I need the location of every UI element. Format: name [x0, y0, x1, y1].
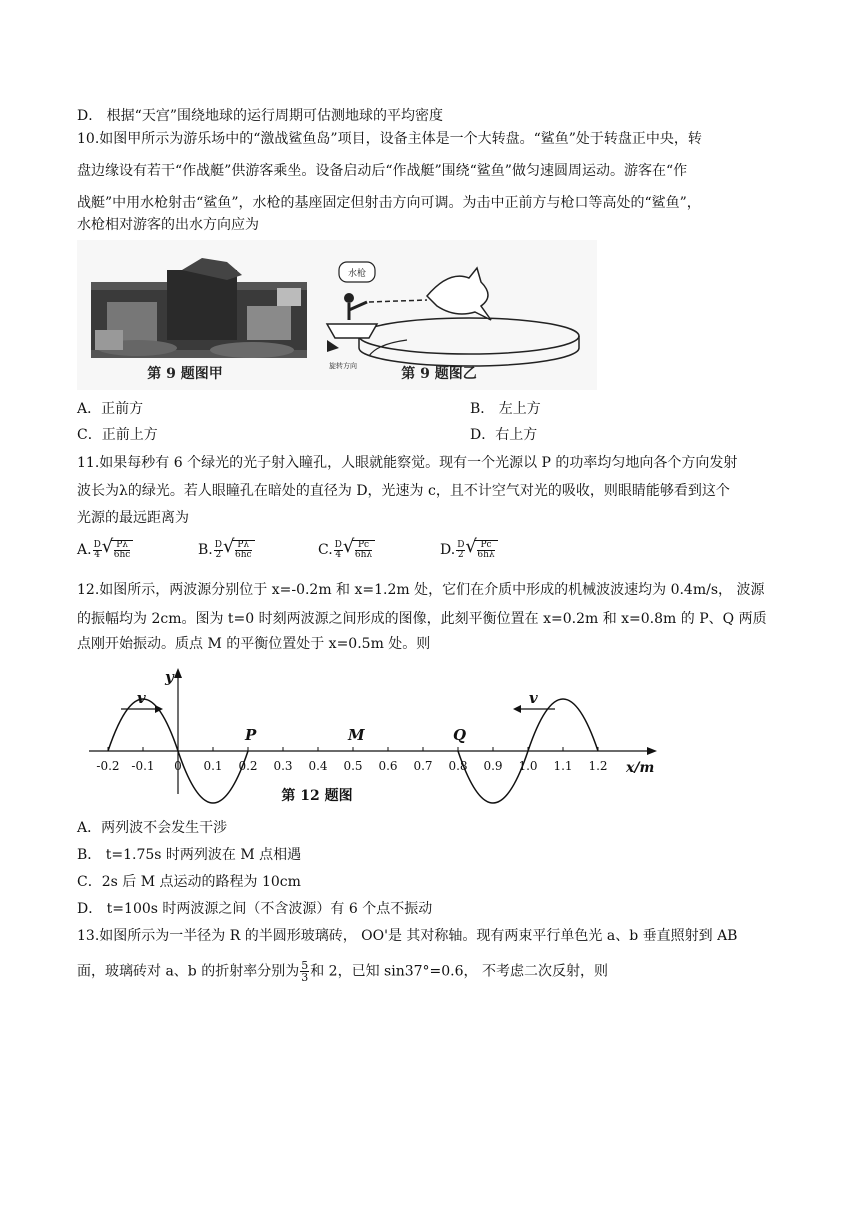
x-tick-label: 1.2 — [588, 759, 608, 773]
q10-line-4: 水枪相对游客的出水方向应为 — [77, 217, 259, 233]
x-tick-label: 1.0 — [518, 759, 538, 773]
q10-option-c: C．正前上方 — [77, 427, 158, 443]
q12-line-2: 的振幅均为 2cm。图为 t=0 时刻两波源之间形成的图像，此刻平衡位置在 x=0.2m 和 x=0.8m 的 P、Q 两质 — [77, 611, 767, 627]
q11-option-c: C. $\frac{D}{4}$ √ $\frac{Pc}{6h\lambda}$ — [318, 540, 375, 560]
q11-line-2: 波长为λ的绿光。若人眼瞳孔在暗处的直径为 D，光速为 c，且不计空气对光的吸收，则眼睛能够看到这个 — [77, 483, 730, 499]
left-velocity-label: v — [137, 689, 146, 707]
q10-fig-b-caption: 第 9 题图乙 — [401, 366, 477, 382]
x-tick-label: -0.2 — [96, 759, 120, 773]
q11-option-a: A. $\frac{D}{4}$ √ $\frac{P\lambda}{6hc}$ — [77, 540, 133, 560]
x-tick-label: 0.3 — [273, 759, 293, 773]
q9-option-d: D． 根据“天宫”围绕地球的运行周期可估测地球的平均密度 — [77, 108, 443, 124]
q10-line-1: 10.如图甲所示为游乐场中的“激战鲨鱼岛”项目，设备主体是一个大转盘。“鲨鱼”处于转盘正中央，转 — [77, 131, 702, 147]
x-tick-label: 0.6 — [378, 759, 398, 773]
q10-fig-b-rotation-label: 旋转方向 — [329, 362, 357, 370]
q12-option-a: A．两列波不会发生干涉 — [77, 820, 228, 836]
q12-figure-caption: 第 12 题图 — [281, 788, 353, 804]
point-q-label: Q — [453, 726, 467, 744]
x-tick-label: 0.1 — [203, 759, 223, 773]
y-axis-arrow — [174, 668, 182, 678]
q10-figure-svg — [77, 240, 597, 390]
q13-line-1: 13.如图所示为一半径为 R 的半圆形玻璃砖， OO'是 其对称轴。现有两束平行单色光 a、b 垂直照射到 AB — [77, 928, 738, 944]
y-axis-label: y — [165, 668, 174, 686]
q10-figure — [77, 240, 597, 390]
q10-line-3: 战艇”中用水枪射击“鲨鱼”，水枪的基座固定但射击方向可调。为击中正前方与枪口等高处的“鲨鱼”， — [77, 195, 701, 211]
q11-line-3: 光源的最远距离为 — [77, 510, 189, 526]
x-tick-label: 0.2 — [238, 759, 258, 773]
q13-line-2: 面，玻璃砖对 a、b 的折射率分别为 $\frac{5}{3}$ 和 2，已知 sin37°=0.6， 不考虑二次反射，则 — [77, 959, 608, 984]
x-tick-label: 0.5 — [343, 759, 363, 773]
q10-fig-a-caption: 第 9 题图甲 — [147, 366, 223, 382]
q10-option-d: D．右上方 — [470, 427, 538, 443]
point-m-label: M — [348, 726, 365, 744]
q12-option-d: D． t=100s 时两波源之间（不含波源）有 6 个点不振动 — [77, 901, 433, 917]
q11-option-d: D. $\frac{D}{2}$ √ $\frac{Pc}{6h\lambda}$ — [440, 540, 498, 560]
q12-option-c: C．2s 后 M 点运动的路程为 10cm — [77, 874, 301, 890]
x-tick-label: -0.1 — [131, 759, 155, 773]
q12-line-1: 12.如图所示，两波源分别位于 x=-0.2m 和 x=1.2m 处，它们在介质中形成的机械波波速均为 0.4m/s， 波源 — [77, 582, 765, 598]
q12-line-3: 点刚开始振动。质点 M 的平衡位置处于 x=0.5m 处。则 — [77, 636, 431, 652]
q10-line-2: 盘边缘设有若干“作战艇”供游客乘坐。设备启动后“作战艇”围绕“鲨鱼”做匀速圆周运动。游客在“作 — [77, 163, 688, 179]
q10-option-a: A．正前方 — [77, 401, 144, 417]
x-tick-label: 0 — [174, 759, 182, 773]
x-tick-label: 0.8 — [448, 759, 468, 773]
point-p-label: P — [245, 726, 257, 744]
q12-option-b: B． t=1.75s 时两列波在 M 点相遇 — [77, 847, 302, 863]
q12-wave-svg — [77, 662, 667, 807]
x-tick-label: 0.4 — [308, 759, 328, 773]
x-tick-label: 0.7 — [413, 759, 433, 773]
x-axis-arrow — [647, 747, 657, 755]
q11-option-b: B. $\frac{D}{2}$ √ $\frac{P\lambda}{6hc}$ — [198, 540, 255, 560]
q11-line-1: 11.如果每秒有 6 个绿光的光子射入瞳孔，人眼就能察觉。现有一个光源以 P 的功率均匀地向各个方向发射 — [77, 455, 738, 471]
x-tick-label: 1.1 — [553, 759, 573, 773]
x-axis-label: x/m — [626, 760, 655, 776]
q12-figure — [77, 662, 667, 807]
x-tick-label: 0.9 — [483, 759, 503, 773]
q10-fig-b-bubble: 水枪 — [347, 269, 367, 279]
right-velocity-label: v — [529, 689, 538, 707]
q10-option-b: B． 左上方 — [470, 401, 541, 417]
